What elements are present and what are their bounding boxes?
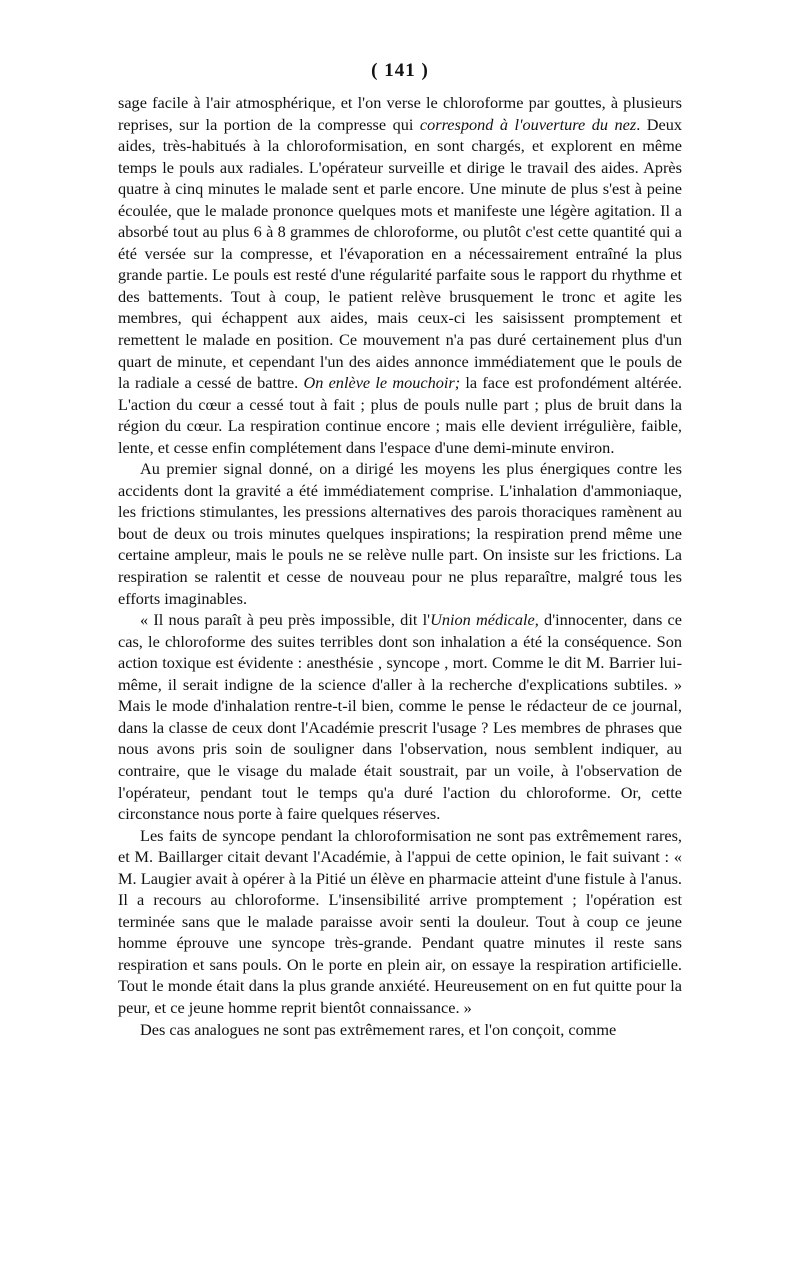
paragraph: [118, 1019, 682, 1041]
paragraph: [118, 92, 682, 458]
text-segment: , d'innocenter, dans ce cas, le chloroforme des suites terribles dont son inhalation a été la conséquence. Son action toxique est évidente : anesthésie , syncope , mort. Comme le dit M. Barrier lui-même, il serait indigne de la science d'aller à la recherche d'explications subtiles. » Mais le mode d'inhalation rentre-t-il bien, comme le pense le rédacteur de ce journal, dans la classe de ceux dont l'Académie prescrit l'usage ? Les membres de phrases que nous avons pris soin de souligner dans l'observation, nous semblent indiquer, au contraire, que le visage du malade était soustrait, par un voile, à l'observation de l'opérateur, pendant tout le temps qu'a duré l'action du chloroforme. Or, cette circonstance nous porte à faire quelques réserves.: [118, 610, 683, 824]
text-segment: « Il nous paraît à peu près impossible, dit l': [140, 610, 431, 630]
text-segment: Au premier signal donné, on a dirigé les moyens les plus énergiques contre les accidents dont la gravité a été immédiatement comprise. L'inhalation d'ammoniaque, les frictions stimulantes, les pressions alternatives des parois thoraciques ramènent au bout de deux ou trois minutes quelques inspirations; la respiration prend même une certaine ampleur, mais le pouls ne se relève nulle part. On insiste sur les frictions. La respiration se ralentit et cesse de nouveau pour ne plus reparaître, malgré tous les efforts imaginables.: [118, 459, 682, 608]
text-segment: sage facile à l'air atmosphérique, et l'on verse le chloroforme par gouttes, à plusieurs reprises, sur la portion de la compresse qui: [118, 93, 682, 134]
paragraph: [118, 609, 682, 824]
text-segment: la face est profondément altérée. L'action du cœur a cessé tout à fait ; plus de pouls nulle part ; plus de bruit dans la région du cœur. La respiration continue encore ; mais elle devient irrégulière, faible, lente, et cesse enfin complétement dans l'espace d'une demi-minute environ.: [118, 373, 682, 457]
paragraph: [118, 458, 682, 609]
text-segment: . Deux aides, très-habitués à la chloroformisation, en sont chargés, et explorent en même temps le pouls aux radiales. L'opérateur surveille et dirige le travail des aides. Après quatre à cinq minutes le malade sent et parle encore. Une minute de plus s'est à peine écoulée, que le malade prononce quelques mots et manifeste une légère agitation. Il a absorbé tout au plus 6 à 8 grammes de chloroforme, ou plutôt c'est cette quantité qui a été versée sur la compresse, et l'évaporation en a nécessairement entraîné la plus grande partie. Le pouls est resté d'une régularité parfaite sous le rapport du rhythme et des battements. Tout à coup, le patient relève brusquement le tronc et agite les membres, qui échappent aux aides, mais ceux-ci les saisissent promptement et remettent le malade en position. Ce mouvement n'a pas duré certainement plus d'un quart de minute, et cependant l'un des aides annonce immédiatement que le pouls de la radiale a cessé de battre.: [118, 114, 683, 393]
paragraph: [118, 825, 682, 1019]
italic-text-segment: Union médicale: [430, 610, 535, 630]
text-segment: Les faits de syncope pendant la chloroformisation ne sont pas extrêmement rares, et M. Baillarger citait devant l'Académie, à l'appui de cette opinion, le fait suivant : « M. Laugier avait à opérer à la Pitié un élève en pharmacie atteint d'une fistule à l'anus. Il a recours au chloroforme. L'insensibilité arrive promptement ; l'opération est terminée sans que le malade paraisse avoir senti la douleur. Tout à coup ce jeune homme éprouve une syncope très-grande. Pendant quatre minutes il reste sans respiration et sans pouls. On le porte en plein air, on essaye la respiration artificielle. Tout le monde était dans la plus grande anxiété. Heureusement on en fut quitte pour la peur, et ce jeune homme reprit bientôt connaissance. »: [118, 825, 682, 1017]
italic-text-segment: On enlève le mouchoir;: [303, 373, 461, 393]
page-number: ( 141 ): [371, 60, 429, 81]
body-text: [118, 92, 682, 1040]
italic-text-segment: correspond à l'ouverture du nez: [419, 114, 637, 134]
text-segment: Des cas analogues ne sont pas extrêmement rares, et l'on conçoit, comme: [140, 1019, 617, 1039]
